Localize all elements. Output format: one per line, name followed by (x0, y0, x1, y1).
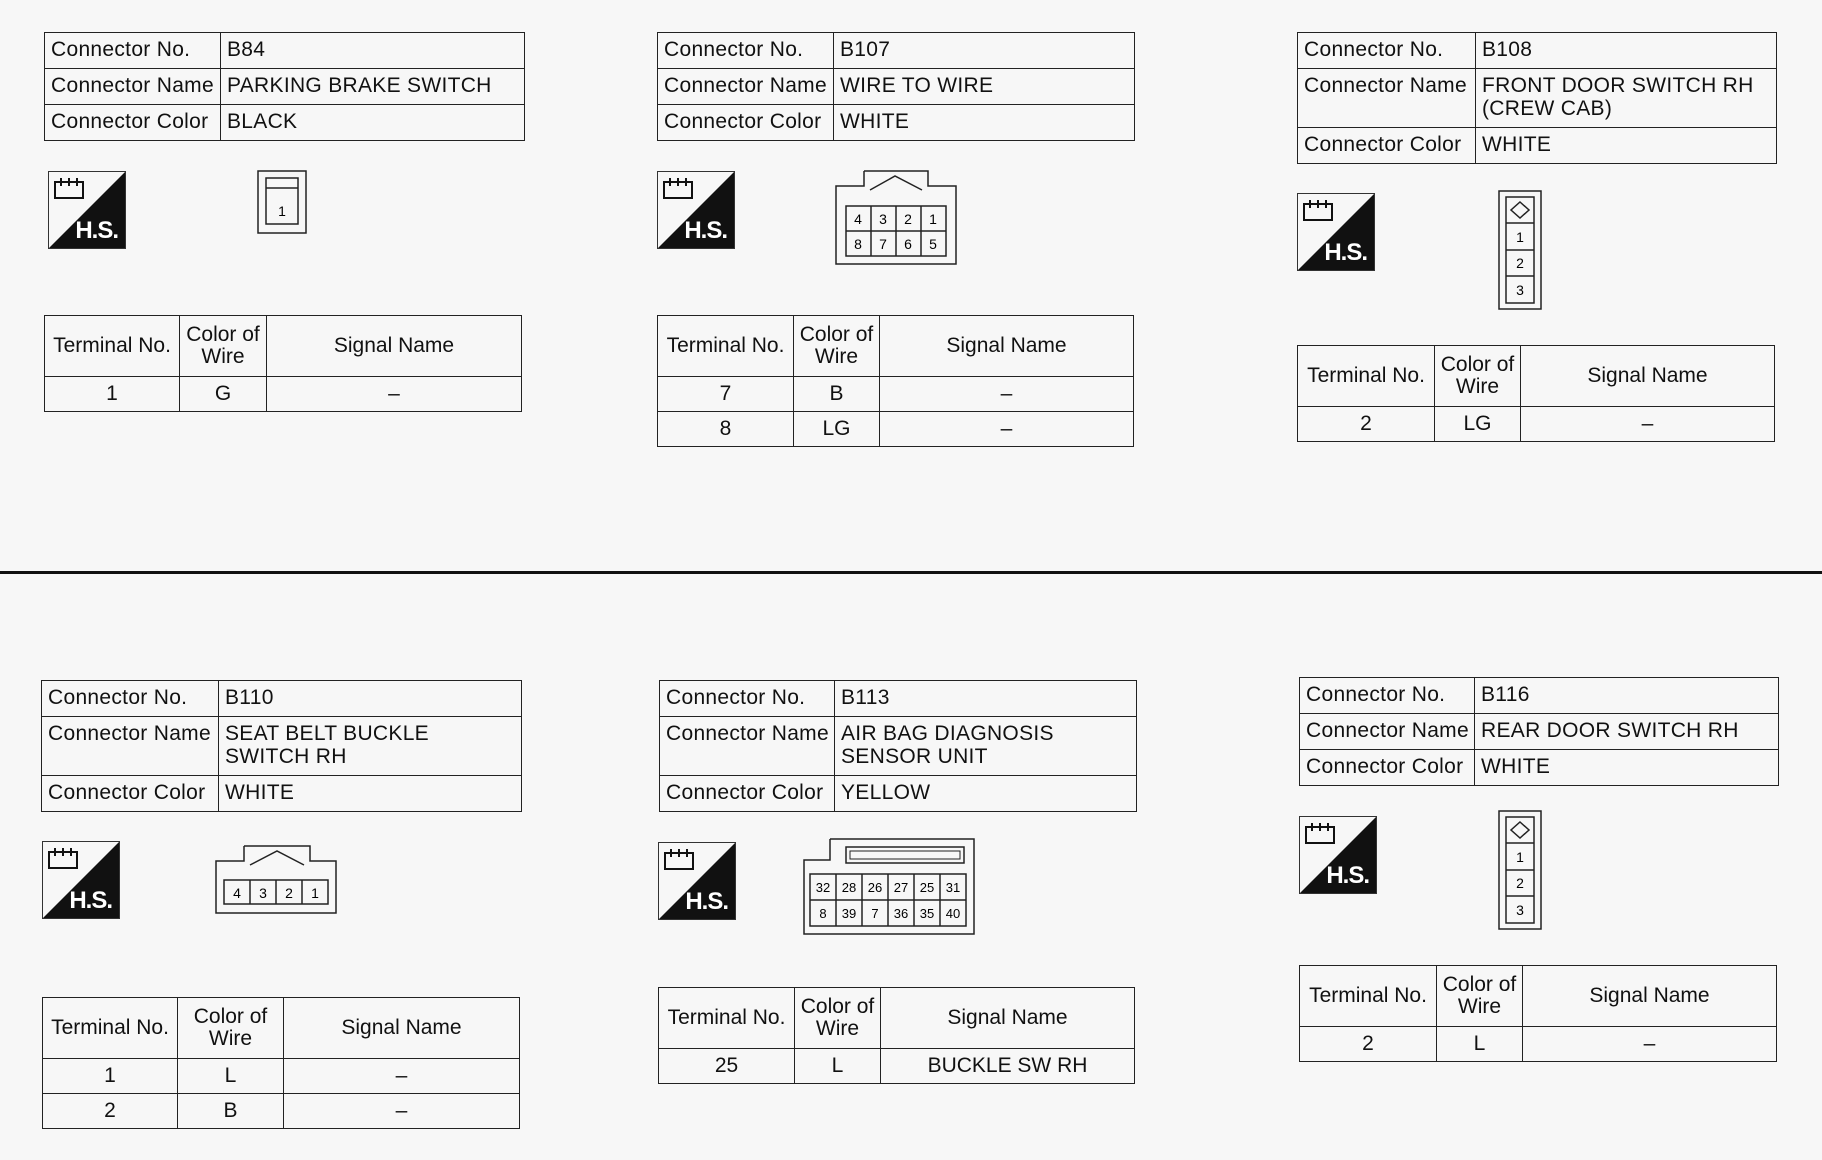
harness-connector-icon (1304, 821, 1338, 847)
color-of-wire-header: Color of Wire (180, 316, 267, 377)
pin-label: 2 (285, 885, 293, 901)
table-row (659, 1049, 1135, 1084)
harness-connector-icon (47, 846, 81, 872)
pin-label: 1 (1516, 849, 1524, 865)
connector-color-value: WHITE (219, 776, 522, 812)
table-row (43, 1059, 520, 1094)
wire-color-cell: L (1437, 1027, 1523, 1062)
signal-name-header: Signal Name (1521, 346, 1775, 407)
signal-name-header: Signal Name (880, 316, 1134, 377)
table-row (1298, 407, 1775, 442)
wire-color-cell: LG (1435, 407, 1521, 442)
signal-name-cell: – (880, 377, 1134, 412)
connector-block-b116 (1299, 677, 1779, 786)
section-divider (0, 571, 1822, 574)
terminal-no-header: Terminal No. (659, 988, 795, 1049)
connector-block-b84 (44, 32, 525, 141)
pin-label: 3 (1516, 902, 1524, 918)
connector-no-value: B107 (834, 33, 1135, 69)
connector-block-b113 (659, 680, 1137, 812)
terminal-cell: 1 (43, 1059, 178, 1094)
connector-name-label: Connector Name (1300, 714, 1475, 750)
connector-name-label: Connector Name (1298, 69, 1476, 128)
pin-label: 40 (945, 906, 961, 921)
terminal-cell: 7 (658, 377, 794, 412)
connector-info-table (44, 32, 525, 141)
hs-badge-icon (1299, 816, 1377, 894)
pin-label: 32 (815, 880, 831, 895)
harness-connector-icon (662, 176, 696, 202)
wire-color-cell: B (794, 377, 880, 412)
pin-label: 2 (904, 211, 912, 227)
color-of-wire-header: Color of Wire (794, 316, 880, 377)
wire-color-cell: L (178, 1059, 284, 1094)
pin-label: 3 (259, 885, 267, 901)
terminal-cell: 2 (1298, 407, 1435, 442)
connector-color-label: Connector Color (42, 776, 219, 812)
connector-name-value: FRONT DOOR SWITCH RH (CREW CAB) (1476, 69, 1777, 128)
connector-name-value: AIR BAG DIAGNOSIS SENSOR UNIT (835, 717, 1137, 776)
signal-name-cell: – (284, 1059, 520, 1094)
signal-name-cell: – (1521, 407, 1775, 442)
terminal-cell: 25 (659, 1049, 795, 1084)
terminal-table-b116 (1299, 965, 1777, 1062)
connector-color-label: Connector Color (1300, 750, 1475, 786)
connector-info-table (659, 680, 1137, 812)
wire-color-cell: B (178, 1094, 284, 1129)
pin-label: 1 (929, 211, 937, 227)
connector-color-value: YELLOW (835, 776, 1137, 812)
pin-label: 1 (311, 885, 319, 901)
hs-badge-icon (1297, 193, 1375, 271)
connector-color-value: WHITE (1476, 128, 1777, 164)
pin-label: 1 (1516, 229, 1524, 245)
connector-color-label: Connector Color (658, 105, 834, 141)
pin-label: 35 (919, 906, 935, 921)
connector-name-value: REAR DOOR SWITCH RH (1475, 714, 1779, 750)
pin-label: 39 (841, 906, 857, 921)
connector-name-value: SEAT BELT BUCKLE SWITCH RH (219, 717, 522, 776)
connector-name-label: Connector Name (658, 69, 834, 105)
terminal-no-header: Terminal No. (45, 316, 180, 377)
terminal-no-header: Terminal No. (658, 316, 794, 377)
connector-info-table (1299, 677, 1779, 786)
hs-badge-label: H.S. (1324, 239, 1367, 266)
hs-badge-label: H.S. (1326, 862, 1369, 889)
pin-label: 27 (893, 880, 909, 895)
pin-label: 2 (1516, 875, 1524, 891)
terminal-table-b108 (1297, 345, 1775, 442)
connector-name-label: Connector Name (42, 717, 219, 776)
pin-label: 8 (819, 906, 827, 921)
connector-face-diagram (1498, 190, 1544, 312)
harness-connector-icon (1302, 198, 1336, 224)
pin-label: 3 (1516, 282, 1524, 298)
connector-info-table (657, 32, 1135, 141)
signal-name-cell: – (284, 1094, 520, 1129)
terminal-cell: 1 (45, 377, 180, 412)
connector-block-b110 (41, 680, 522, 812)
pin-label: 2 (1516, 255, 1524, 271)
color-of-wire-header: Color of Wire (1437, 966, 1523, 1027)
terminal-cell: 8 (658, 412, 794, 447)
connector-color-value: BLACK (221, 105, 525, 141)
hs-badge-icon (657, 171, 735, 249)
pin-label: 31 (945, 880, 961, 895)
connector-face-diagram (214, 845, 338, 915)
connector-name-value: WIRE TO WIRE (834, 69, 1135, 105)
pin-label: 7 (871, 906, 879, 921)
connector-color-label: Connector Color (660, 776, 835, 812)
connector-info-table (41, 680, 522, 812)
terminal-table-b113 (658, 987, 1135, 1084)
connector-no-value: B84 (221, 33, 525, 69)
connector-face-diagram (1498, 810, 1544, 932)
signal-name-header: Signal Name (267, 316, 522, 377)
signal-name-header: Signal Name (284, 998, 520, 1059)
connector-no-label: Connector No. (1298, 33, 1476, 69)
signal-name-cell: – (880, 412, 1134, 447)
connector-color-label: Connector Color (1298, 128, 1476, 164)
pin-label: 1 (278, 203, 286, 219)
connector-name-value: PARKING BRAKE SWITCH (221, 69, 525, 105)
pin-label: 28 (841, 880, 857, 895)
terminal-cell: 2 (43, 1094, 178, 1129)
pin-label: 5 (929, 236, 937, 252)
signal-name-cell: – (1523, 1027, 1777, 1062)
harness-connector-icon (663, 847, 697, 873)
pin-label: 7 (879, 236, 887, 252)
table-row (658, 412, 1134, 447)
connector-no-value: B110 (219, 681, 522, 717)
hs-badge-label: H.S. (684, 217, 727, 244)
hs-badge-label: H.S. (685, 888, 728, 915)
connector-no-label: Connector No. (660, 681, 835, 717)
connector-color-value: WHITE (834, 105, 1135, 141)
table-row (43, 1094, 520, 1129)
terminal-table-b110 (42, 997, 520, 1129)
connector-no-label: Connector No. (45, 33, 221, 69)
pin-label: 6 (904, 236, 912, 252)
wire-color-cell: L (795, 1049, 881, 1084)
connector-no-label: Connector No. (42, 681, 219, 717)
hs-badge-label: H.S. (69, 887, 112, 914)
connector-face-diagram (257, 170, 309, 236)
connector-face-diagram (834, 170, 958, 266)
hs-badge-icon (658, 842, 736, 920)
connector-info-table (1297, 32, 1777, 164)
terminal-no-header: Terminal No. (1300, 966, 1437, 1027)
hs-badge-label: H.S. (75, 217, 118, 244)
connector-color-value: WHITE (1475, 750, 1779, 786)
hs-badge-icon (42, 841, 120, 919)
pin-label: 4 (854, 211, 862, 227)
color-of-wire-header: Color of Wire (178, 998, 284, 1059)
connector-no-value: B113 (835, 681, 1137, 717)
signal-name-header: Signal Name (881, 988, 1135, 1049)
table-row (1300, 1027, 1777, 1062)
pin-label: 36 (893, 906, 909, 921)
connector-name-label: Connector Name (45, 69, 221, 105)
terminal-no-header: Terminal No. (1298, 346, 1435, 407)
connector-no-label: Connector No. (658, 33, 834, 69)
color-of-wire-header: Color of Wire (1435, 346, 1521, 407)
terminal-table-b107 (657, 315, 1134, 447)
pin-label: 4 (233, 885, 241, 901)
connector-no-value: B116 (1475, 678, 1779, 714)
connector-name-label: Connector Name (660, 717, 835, 776)
connector-no-value: B108 (1476, 33, 1777, 69)
wire-color-cell: G (180, 377, 267, 412)
terminal-table-b84 (44, 315, 522, 412)
color-of-wire-header: Color of Wire (795, 988, 881, 1049)
terminal-cell: 2 (1300, 1027, 1437, 1062)
connector-face-diagram (800, 838, 976, 936)
table-row (658, 377, 1134, 412)
pin-label: 25 (919, 880, 935, 895)
signal-name-cell: – (267, 377, 522, 412)
table-row (45, 377, 522, 412)
connector-block-b108 (1297, 32, 1777, 164)
harness-connector-icon (53, 176, 87, 202)
connector-color-label: Connector Color (45, 105, 221, 141)
pin-label: 3 (879, 211, 887, 227)
terminal-no-header: Terminal No. (43, 998, 178, 1059)
connector-no-label: Connector No. (1300, 678, 1475, 714)
pin-label: 26 (867, 880, 883, 895)
pin-label: 8 (854, 236, 862, 252)
wire-color-cell: LG (794, 412, 880, 447)
connector-block-b107 (657, 32, 1135, 141)
signal-name-header: Signal Name (1523, 966, 1777, 1027)
hs-badge-icon (48, 171, 126, 249)
signal-name-cell: BUCKLE SW RH (881, 1049, 1135, 1084)
